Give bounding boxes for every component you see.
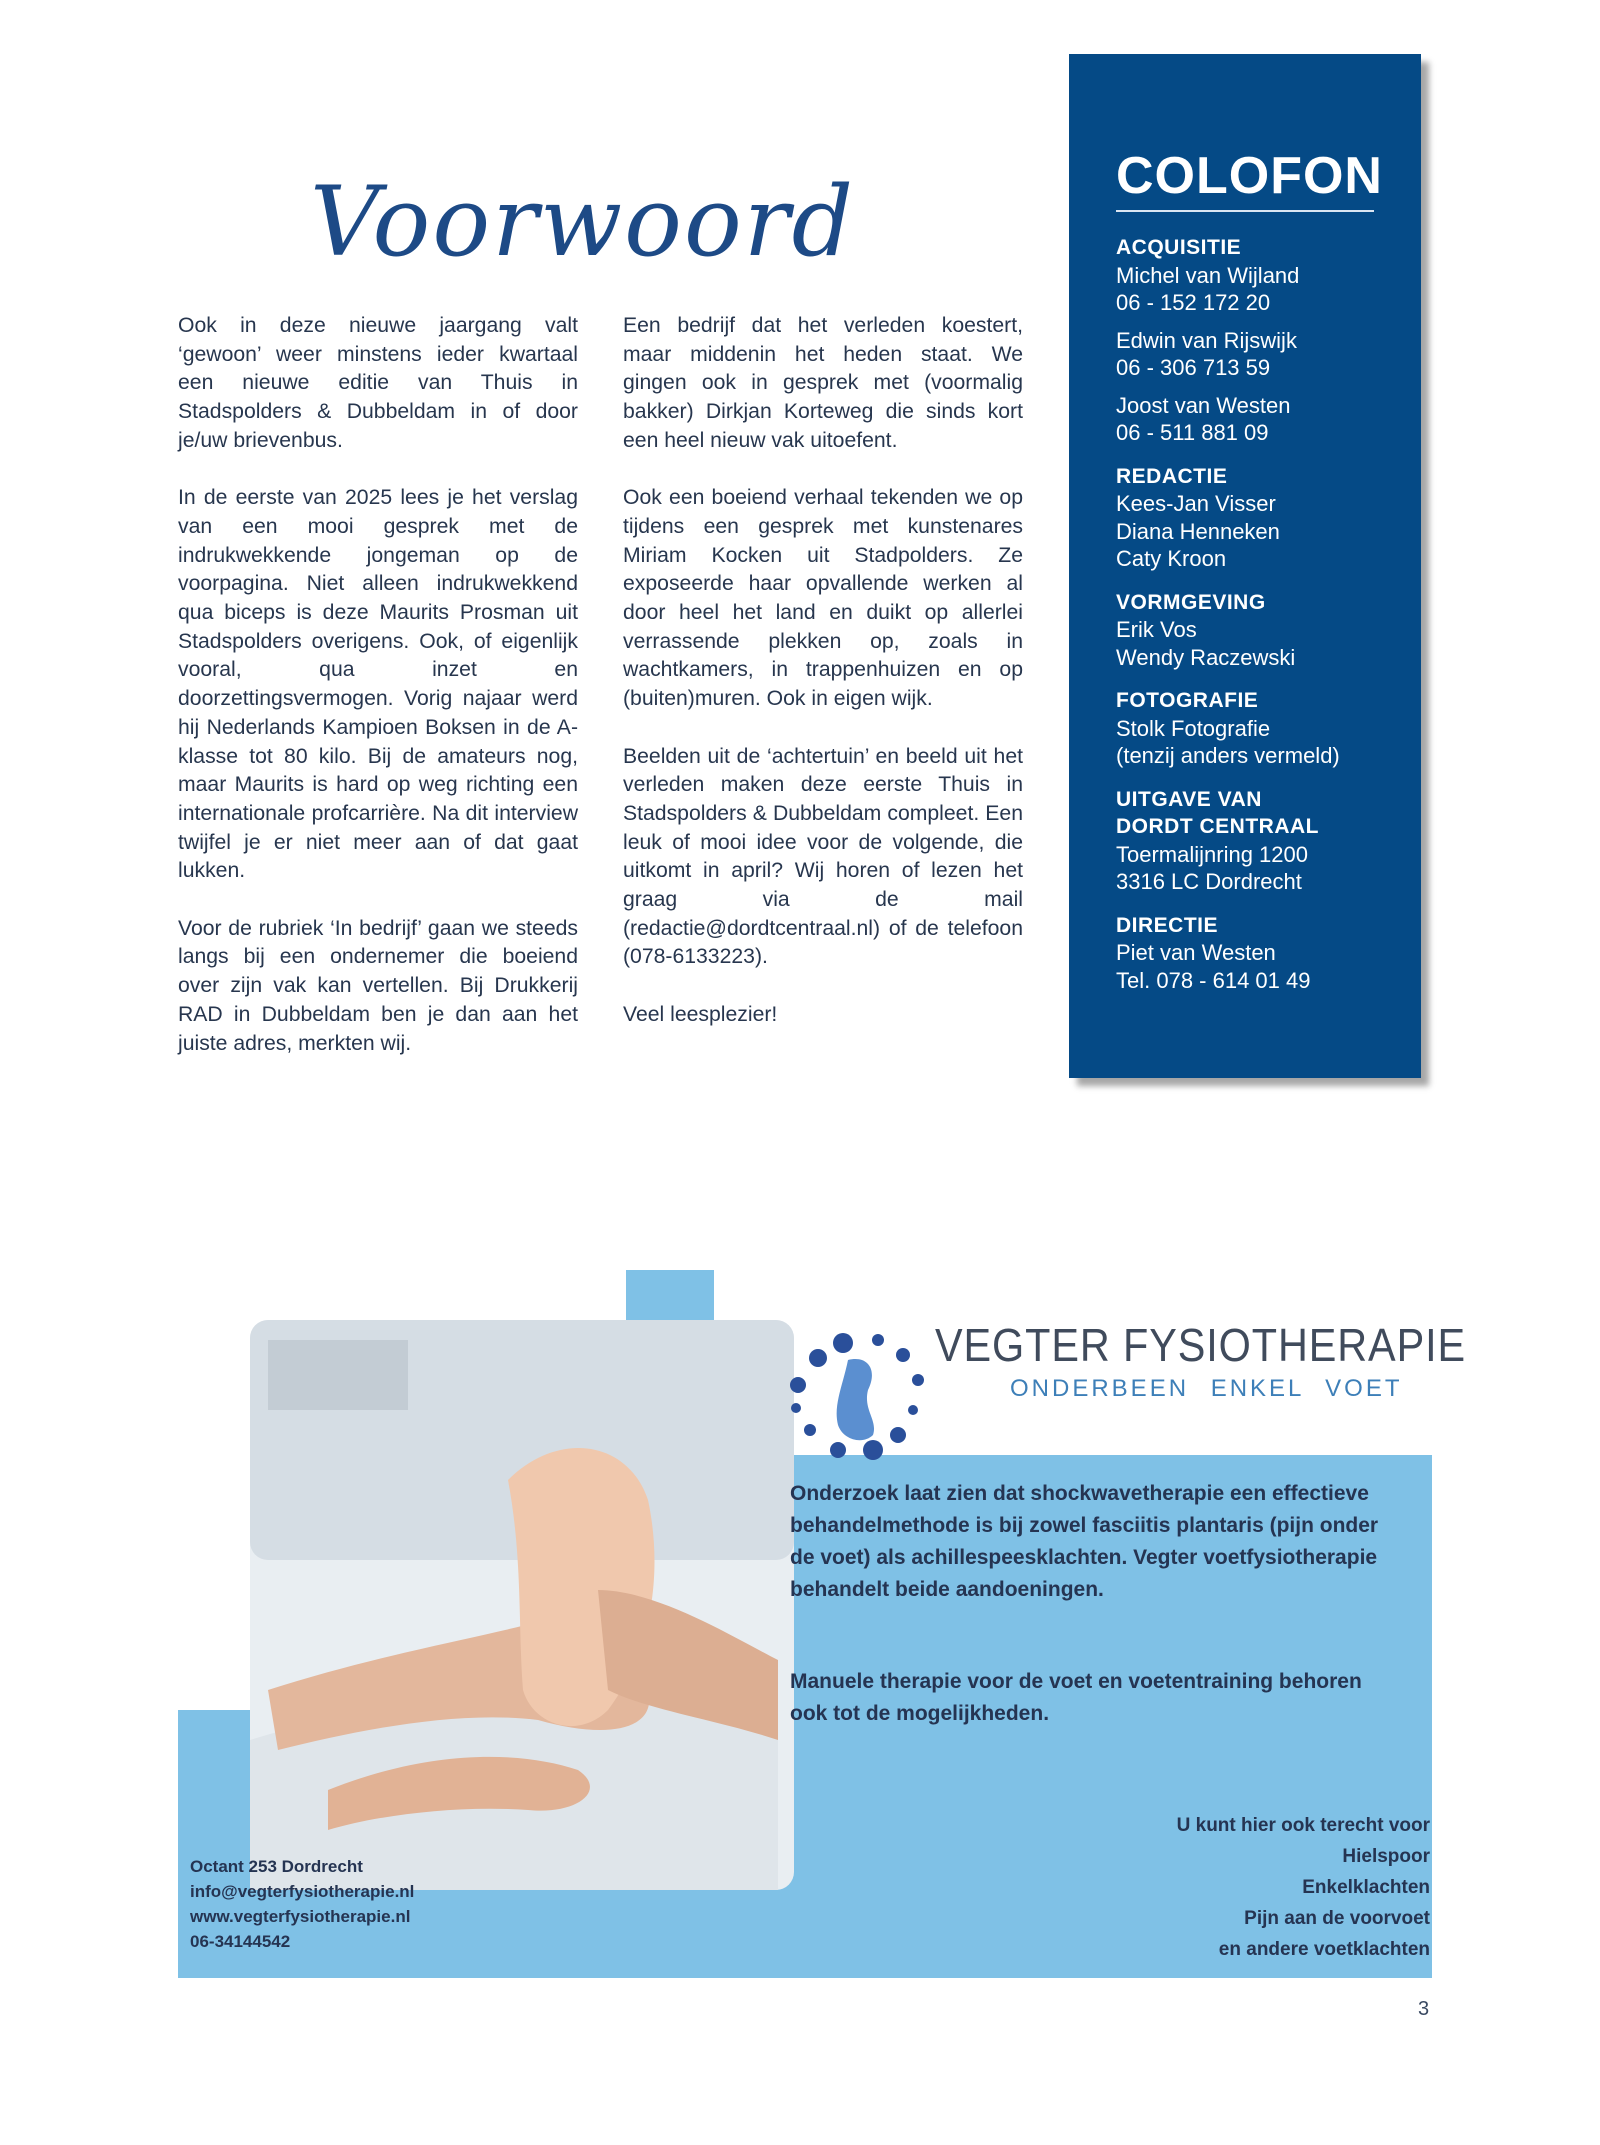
paragraph: Ook in deze nieuwe jaargang valt ‘gewoon’ weer minstens ieder kwartaal een nieuwe editie van Thuis in Stadspolders & Dubbeldam in of door je/uw brievenbus. (178, 314, 578, 452)
staff-name: Piet van Westen (1116, 940, 1276, 965)
address-line: Toermalijnring 1200 (1116, 841, 1308, 867)
section-heading: UITGAVE VAN (1116, 787, 1262, 811)
foot-photo (250, 1320, 794, 1890)
section-heading: FOTOGRAFIE (1116, 689, 1259, 712)
contact-name: Joost van Westen (1116, 392, 1291, 418)
title-text: Voorwoord (310, 166, 856, 278)
contact-phone: 06 - 152 172 20 (1116, 290, 1271, 315)
colofon-fotografie (1116, 687, 1416, 770)
ad-paragraph: Manuele therapie voor de voet en voetentraining behoren ook tot de mogelijkheden. (790, 1670, 1362, 1725)
article-column-2 (623, 312, 1023, 1058)
colofon-uitgave (1116, 786, 1416, 896)
staff-name: Wendy Raczewski (1116, 644, 1296, 670)
service-item: en andere voetklachten (1218, 1939, 1430, 1960)
contact-phone: Tel. 078 - 614 01 49 (1116, 967, 1311, 993)
staff-name: Stolk Fotografie (1116, 715, 1271, 741)
paragraph: Een bedrijf dat het verleden koestert, maar middenin het heden staat. We gingen ook in gesprek met (voormalig bakker) Dirkjan Korteweg die sinds kort een heel nieuw vak uitoefent. (623, 314, 1023, 452)
paragraph: Ook een boeiend verhaal tekenden we op tijdens een gesprek met kunstenares Miriam Kocken uit Stadpolders. Ze exposeerde haar opvallende werken al door heel het land en duikt op allerlei verrassende plekken op, zoals in wachtkamers, in trappenhuizen en op (buiten)muren. Ook in eigen wijk. (623, 486, 1023, 711)
article-column-1 (178, 312, 578, 1087)
service-item: Hielspoor (1342, 1846, 1430, 1867)
ad-email: info@vegterfysiotherapie.nl (190, 1882, 415, 1901)
ad-services-list (950, 1810, 1430, 1965)
section-heading: DIRECTIE (1116, 913, 1219, 937)
service-item: Enkelklachten (1302, 1877, 1430, 1898)
colofon-heading: COLOFON (1116, 147, 1383, 205)
ad-paragraph: Onderzoek laat zien dat shockwavetherapie een effectieve behandelmethode is bij zowel fasciitis plantaris (pijn onder de voet) als achillespeesklachten. Vegter voetfysiotherapie behandelt beide aandoeningen. (790, 1482, 1379, 1601)
staff-name: Kees-Jan Visser (1116, 491, 1276, 516)
colofon-vormgeving (1116, 589, 1416, 672)
section-heading: REDACTIE (1116, 464, 1228, 488)
ad-phone: 06-34144542 (190, 1932, 291, 1951)
ad-address: Octant 253 Dordrecht (190, 1857, 363, 1876)
voorwoord-title (300, 155, 900, 285)
colofon-divider (1116, 210, 1374, 212)
contact-name: Edwin van Rijswijk (1116, 327, 1297, 353)
contact-phone: 06 - 511 881 09 (1116, 420, 1269, 445)
contact-name: Michel van Wijland (1116, 262, 1300, 288)
page-number: 3 (1418, 1998, 1430, 2020)
colofon-acquisitie (1116, 234, 1416, 447)
paragraph: Voor de rubriek ‘In bedrijf’ gaan we steeds langs bij een ondernemer die boeiend over zijn vak kan vertellen. Bij Drukkerij RAD in Dubbeldam ben je dan aan het juiste adres, merkten wij. (178, 916, 578, 1055)
ad-contact-block (190, 1854, 610, 1954)
staff-name: Caty Kroon (1116, 546, 1227, 571)
address-line: 3316 LC Dordrecht (1116, 869, 1302, 894)
brand-tagline: ONDERBEEN ENKEL VOET (1010, 1375, 1403, 1402)
paragraph: Beelden uit de ‘achtertuin’ en beeld uit het verleden maken deze eerste Thuis in Stadspolders & Dubbeldam compleet. Een leuk of mooi idee voor de volgende, die uitkomt in april? Wij horen of lezen het graag via de mail (redactie@dordtcentraal.nl) of de telefoon (078-6133223). (623, 744, 1023, 969)
section-heading: ACQUISITIE (1116, 236, 1242, 259)
staff-note: (tenzij anders vermeld) (1116, 743, 1340, 768)
brand-name: VEGTER FYSIOTHERAPIE (935, 1319, 1466, 1371)
colofon-box (1069, 54, 1421, 1078)
staff-name: Erik Vos (1116, 617, 1197, 642)
paragraph: In de eerste van 2025 lees je het verslag van een mooi gesprek met de indrukwekkende jongeman op de voorpagina. Niet alleen indrukwekkend qua biceps is deze Maurits Prosman uit Stadspolders overigens. Ook, of eigenlijk vooral, qua inzet en doorzettingsvermogen. Vorig najaar werd hij Nederlands Kampioen Boksen in de A-klasse tot 80 kilo. Bij de amateurs nog, maar Maurits is hard op weg richting een internationale profcarrière. Na dit interview twijfel je er niet meer aan of dat gaat lukken. (178, 486, 578, 883)
contact-phone: 06 - 306 713 59 (1116, 355, 1271, 380)
staff-name: Diana Henneken (1116, 518, 1280, 544)
ad-website: www.vegterfysiotherapie.nl (190, 1907, 411, 1926)
paragraph: Veel leesplezier! (623, 1002, 778, 1026)
services-intro: U kunt hier ook terecht voor (1176, 1815, 1430, 1836)
section-heading: DORDT CENTRAAL (1116, 815, 1319, 838)
service-item: Pijn aan de voorvoet (1244, 1908, 1430, 1929)
colofon-directie (1116, 912, 1416, 995)
colofon-redactie (1116, 463, 1416, 573)
section-heading: VORMGEVING (1116, 590, 1266, 614)
colofon-body (1116, 234, 1416, 1010)
